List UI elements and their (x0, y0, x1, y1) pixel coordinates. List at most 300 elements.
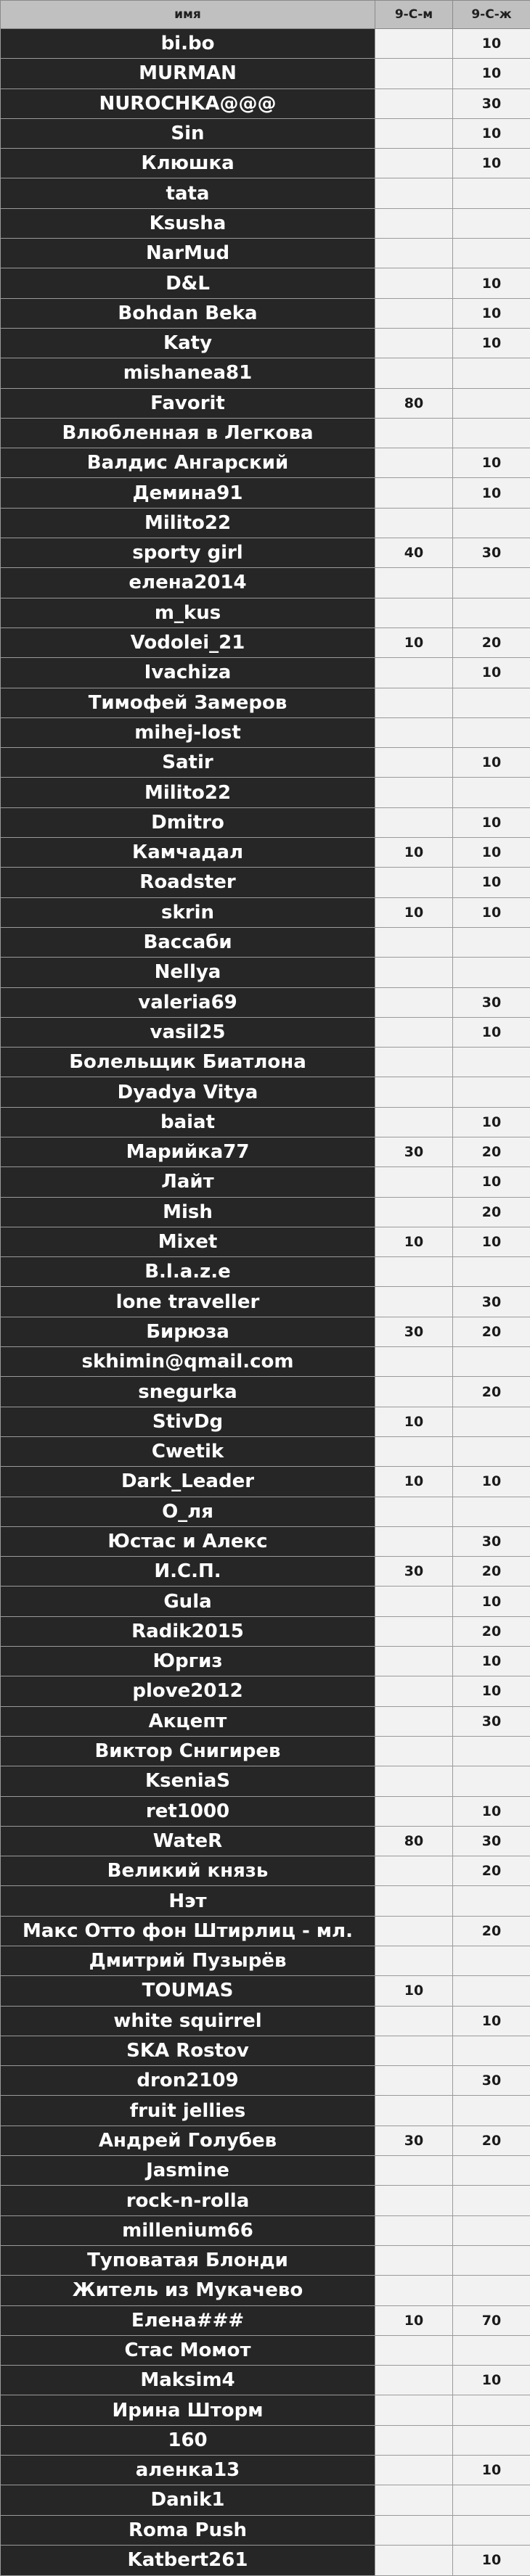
cell-name: Dark_Leader (1, 1467, 375, 1497)
table-row (1, 2305, 530, 2335)
cell-9-s-m (375, 239, 453, 268)
table-row (1, 538, 530, 568)
cell-name: Katy (1, 328, 375, 358)
cell-9-s-zh (453, 568, 530, 598)
cell-9-s-zh (453, 2036, 530, 2065)
cell-9-s-m (375, 2066, 453, 2096)
cell-9-s-zh: 10 (453, 2006, 530, 2036)
cell-name: Туповатая Блонди (1, 2245, 375, 2275)
table-row (1, 418, 530, 448)
cell-name: Dyadya Vitya (1, 1077, 375, 1107)
cell-9-s-m (375, 2395, 453, 2425)
cell-name: Лайт (1, 1167, 375, 1197)
cell-name: bi.bo (1, 29, 375, 59)
cell-9-s-zh: 70 (453, 2305, 530, 2335)
cell-9-s-m (375, 118, 453, 148)
cell-name: Валдис Ангарский (1, 448, 375, 478)
cell-name: MURMAN (1, 59, 375, 89)
cell-name: ret1000 (1, 1796, 375, 1826)
table-row (1, 2245, 530, 2275)
cell-9-s-zh (453, 2425, 530, 2455)
cell-9-s-zh: 10 (453, 59, 530, 89)
cell-9-s-m (375, 29, 453, 59)
cell-9-s-zh (453, 1946, 530, 1976)
cell-9-s-m: 10 (375, 838, 453, 868)
cell-name: Тимофей Замеров (1, 688, 375, 717)
cell-9-s-m: 30 (375, 2126, 453, 2155)
cell-9-s-zh: 30 (453, 89, 530, 118)
table-row (1, 508, 530, 538)
table-row (1, 2545, 530, 2575)
table-row (1, 1886, 530, 1916)
cell-name: TOUMAS (1, 1976, 375, 2006)
cell-name: Влюбленная в Легкова (1, 418, 375, 448)
table-row (1, 388, 530, 418)
cell-9-s-zh (453, 2395, 530, 2425)
cell-name: Mixet (1, 1227, 375, 1256)
cell-9-s-zh: 10 (453, 478, 530, 508)
table-row (1, 478, 530, 508)
cell-name: KseniaS (1, 1766, 375, 1796)
cell-9-s-m (375, 2425, 453, 2455)
cell-9-s-m (375, 358, 453, 388)
cell-9-s-m (375, 89, 453, 118)
table-row (1, 2276, 530, 2305)
cell-9-s-zh (453, 2515, 530, 2545)
cell-name: Дмитрий Пузырёв (1, 1946, 375, 1976)
cell-name: Cwetik (1, 1436, 375, 1466)
cell-9-s-m (375, 2276, 453, 2305)
cell-9-s-m (375, 1706, 453, 1736)
cell-9-s-zh: 10 (453, 328, 530, 358)
cell-9-s-m: 30 (375, 1317, 453, 1346)
cell-9-s-m (375, 688, 453, 717)
cell-name: Андрей Голубев (1, 2126, 375, 2155)
cell-name: white squirrel (1, 2006, 375, 2036)
cell-9-s-m (375, 717, 453, 747)
cell-9-s-zh: 10 (453, 1227, 530, 1256)
table-row (1, 717, 530, 747)
cell-9-s-m: 10 (375, 1227, 453, 1256)
cell-9-s-zh (453, 208, 530, 238)
cell-9-s-zh (453, 2186, 530, 2215)
cell-9-s-zh: 10 (453, 2545, 530, 2575)
table-row (1, 1736, 530, 1766)
cell-name: sporty girl (1, 538, 375, 568)
cell-name: Елена### (1, 2305, 375, 2335)
cell-9-s-zh: 10 (453, 1676, 530, 1706)
table-row (1, 1766, 530, 1796)
cell-9-s-m (375, 1347, 453, 1377)
table-row (1, 2006, 530, 2036)
table-row (1, 1916, 530, 1946)
cell-name: Болельщик Биатлона (1, 1048, 375, 1077)
cell-name: О_ля (1, 1497, 375, 1526)
cell-9-s-zh: 30 (453, 1706, 530, 1736)
cell-9-s-zh (453, 2276, 530, 2305)
table-row (1, 2156, 530, 2186)
cell-name: Ivachiza (1, 658, 375, 688)
cell-name: rock-n-rolla (1, 2186, 375, 2215)
table-row (1, 2425, 530, 2455)
cell-name: Нэт (1, 1886, 375, 1916)
cell-9-s-zh: 10 (453, 1017, 530, 1047)
table-row (1, 1167, 530, 1197)
table-row (1, 1497, 530, 1526)
table-row (1, 1557, 530, 1587)
cell-9-s-m (375, 1886, 453, 1916)
cell-9-s-zh (453, 418, 530, 448)
cell-9-s-zh: 10 (453, 1467, 530, 1497)
cell-name: Roadster (1, 868, 375, 897)
cell-name: Bohdan Beka (1, 298, 375, 328)
cell-9-s-m (375, 1916, 453, 1946)
table-row (1, 1257, 530, 1287)
cell-9-s-m (375, 748, 453, 778)
table-row (1, 627, 530, 657)
cell-9-s-zh (453, 927, 530, 957)
cell-9-s-m (375, 868, 453, 897)
table-row (1, 2126, 530, 2155)
cell-9-s-m (375, 2366, 453, 2395)
table-row (1, 29, 530, 59)
cell-9-s-m: 80 (375, 388, 453, 418)
cell-9-s-zh (453, 1736, 530, 1766)
cell-9-s-m (375, 2156, 453, 2186)
cell-9-s-zh (453, 688, 530, 717)
cell-9-s-m (375, 448, 453, 478)
cell-name: valeria69 (1, 987, 375, 1017)
table-row (1, 868, 530, 897)
cell-9-s-zh (453, 178, 530, 208)
cell-9-s-zh: 10 (453, 658, 530, 688)
cell-9-s-m (375, 268, 453, 298)
table-row (1, 178, 530, 208)
header-row (1, 1, 530, 29)
cell-9-s-zh: 10 (453, 748, 530, 778)
cell-9-s-zh: 20 (453, 2126, 530, 2155)
cell-9-s-m: 10 (375, 627, 453, 657)
cell-9-s-zh (453, 1976, 530, 2006)
table-row (1, 1706, 530, 1736)
cell-9-s-m (375, 1048, 453, 1077)
cell-9-s-zh (453, 1886, 530, 1916)
cell-name: Вассаби (1, 927, 375, 957)
cell-name: Favorit (1, 388, 375, 418)
cell-name: Ksusha (1, 208, 375, 238)
cell-name: Демина91 (1, 478, 375, 508)
table-row (1, 2066, 530, 2096)
cell-9-s-zh: 10 (453, 838, 530, 868)
cell-9-s-zh (453, 778, 530, 807)
table-row (1, 807, 530, 837)
cell-name: Katbert261 (1, 2545, 375, 2575)
header-name: имя (1, 1, 375, 29)
table-row (1, 658, 530, 688)
cell-9-s-m: 30 (375, 1557, 453, 1587)
cell-9-s-zh: 10 (453, 2456, 530, 2485)
cell-9-s-zh (453, 1497, 530, 1526)
cell-name: Марийка77 (1, 1137, 375, 1166)
cell-9-s-zh: 20 (453, 1856, 530, 1886)
cell-9-s-zh: 20 (453, 1197, 530, 1227)
table-row (1, 1197, 530, 1227)
table-row (1, 2485, 530, 2515)
cell-9-s-m (375, 1287, 453, 1317)
cell-9-s-m (375, 328, 453, 358)
cell-9-s-zh: 10 (453, 29, 530, 59)
cell-9-s-m (375, 1197, 453, 1227)
cell-name: fruit jellies (1, 2096, 375, 2126)
table-row (1, 1436, 530, 1466)
cell-9-s-m (375, 178, 453, 208)
table-row (1, 1587, 530, 1616)
cell-9-s-m (375, 987, 453, 1017)
cell-9-s-zh: 30 (453, 987, 530, 1017)
cell-9-s-zh: 10 (453, 118, 530, 148)
table-row (1, 838, 530, 868)
cell-9-s-zh (453, 1766, 530, 1796)
cell-9-s-zh: 10 (453, 149, 530, 178)
cell-9-s-zh (453, 958, 530, 987)
cell-name: Акцепт (1, 1706, 375, 1736)
cell-name: Ирина Шторм (1, 2395, 375, 2425)
table-row (1, 1407, 530, 1436)
table-row (1, 2096, 530, 2126)
table-row (1, 1526, 530, 1556)
table-row (1, 2515, 530, 2545)
cell-9-s-m (375, 478, 453, 508)
table-row (1, 208, 530, 238)
table-row (1, 897, 530, 927)
table-row (1, 2186, 530, 2215)
table-row (1, 1676, 530, 1706)
cell-9-s-zh (453, 239, 530, 268)
cell-9-s-zh: 20 (453, 1616, 530, 1646)
cell-9-s-m (375, 927, 453, 957)
table-row (1, 748, 530, 778)
cell-name: Satir (1, 748, 375, 778)
cell-9-s-m (375, 807, 453, 837)
cell-9-s-m (375, 1497, 453, 1526)
table-row (1, 2366, 530, 2395)
cell-name: Radik2015 (1, 1616, 375, 1646)
table-row (1, 268, 530, 298)
cell-name: vasil25 (1, 1017, 375, 1047)
cell-9-s-m (375, 1796, 453, 1826)
cell-name: dron2109 (1, 2066, 375, 2096)
cell-name: Великий князь (1, 1856, 375, 1886)
cell-9-s-m (375, 958, 453, 987)
cell-9-s-zh: 10 (453, 2366, 530, 2395)
table-row (1, 927, 530, 957)
table-row (1, 1107, 530, 1137)
cell-name: Макс Отто фон Штирлиц - мл. (1, 1916, 375, 1946)
cell-9-s-m (375, 418, 453, 448)
cell-9-s-m (375, 2006, 453, 2036)
cell-name: Milito22 (1, 508, 375, 538)
cell-name: Стас Момот (1, 2335, 375, 2365)
cell-9-s-m (375, 1377, 453, 1407)
cell-9-s-m (375, 59, 453, 89)
cell-name: Камчадал (1, 838, 375, 868)
cell-9-s-m (375, 1077, 453, 1107)
cell-9-s-zh: 10 (453, 1796, 530, 1826)
cell-name: baiat (1, 1107, 375, 1137)
cell-name: D&L (1, 268, 375, 298)
table-row (1, 958, 530, 987)
table-row (1, 448, 530, 478)
cell-9-s-m (375, 1647, 453, 1676)
header-9-s-m: 9-С-м (375, 1, 453, 29)
cell-9-s-m: 10 (375, 1467, 453, 1497)
cell-name: Бирюза (1, 1317, 375, 1346)
cell-name: аленка13 (1, 2456, 375, 2485)
cell-9-s-zh (453, 2335, 530, 2365)
cell-9-s-m (375, 2215, 453, 2245)
cell-9-s-zh (453, 2485, 530, 2515)
cell-name: snegurka (1, 1377, 375, 1407)
cell-9-s-zh (453, 2215, 530, 2245)
cell-name: millenium66 (1, 2215, 375, 2245)
cell-name: Dmitro (1, 807, 375, 837)
cell-9-s-m: 10 (375, 897, 453, 927)
table-row (1, 1616, 530, 1646)
table-row (1, 1017, 530, 1047)
cell-9-s-zh: 30 (453, 1287, 530, 1317)
cell-9-s-zh (453, 508, 530, 538)
cell-9-s-m: 10 (375, 2305, 453, 2335)
cell-9-s-zh: 30 (453, 2066, 530, 2096)
cell-9-s-zh (453, 1436, 530, 1466)
cell-9-s-zh: 10 (453, 897, 530, 927)
table-row (1, 1077, 530, 1107)
cell-name: mihej-lost (1, 717, 375, 747)
cell-9-s-m (375, 1436, 453, 1466)
cell-name: 160 (1, 2425, 375, 2455)
table-row (1, 1287, 530, 1317)
cell-9-s-zh (453, 358, 530, 388)
cell-9-s-m: 40 (375, 538, 453, 568)
cell-9-s-m (375, 2335, 453, 2365)
cell-9-s-m (375, 1946, 453, 1976)
cell-name: WateR (1, 1826, 375, 1856)
table-row (1, 1227, 530, 1256)
table-row (1, 1347, 530, 1377)
cell-name: skhimin@qmail.com (1, 1347, 375, 1377)
table-row (1, 1976, 530, 2006)
cell-name: Mish (1, 1197, 375, 1227)
table-row (1, 239, 530, 268)
cell-9-s-zh: 30 (453, 538, 530, 568)
cell-name: SKA Rostov (1, 2036, 375, 2065)
cell-name: lone traveller (1, 1287, 375, 1317)
cell-name: И.С.П. (1, 1557, 375, 1587)
cell-name: NUROCHKA@@@ (1, 89, 375, 118)
table-row (1, 298, 530, 328)
cell-9-s-zh (453, 1407, 530, 1436)
table-row (1, 2335, 530, 2365)
table-row (1, 89, 530, 118)
table-row (1, 149, 530, 178)
cell-name: tata (1, 178, 375, 208)
cell-9-s-zh: 10 (453, 1587, 530, 1616)
cell-9-s-zh: 10 (453, 268, 530, 298)
table-row (1, 358, 530, 388)
header-9-s-zh: 9-С-ж (453, 1, 530, 29)
table-row (1, 59, 530, 89)
cell-9-s-zh (453, 2245, 530, 2275)
cell-9-s-m (375, 149, 453, 178)
cell-9-s-m (375, 1856, 453, 1886)
cell-name: skrin (1, 897, 375, 927)
cell-9-s-m (375, 568, 453, 598)
cell-name: елена2014 (1, 568, 375, 598)
table-row (1, 2456, 530, 2485)
table-row (1, 1946, 530, 1976)
cell-9-s-m (375, 298, 453, 328)
cell-9-s-m (375, 2245, 453, 2275)
cell-9-s-m (375, 1257, 453, 1287)
cell-name: Житель из Мукачево (1, 2276, 375, 2305)
cell-name: NarMud (1, 239, 375, 268)
cell-9-s-zh: 20 (453, 627, 530, 657)
table-row (1, 778, 530, 807)
cell-9-s-m: 10 (375, 1407, 453, 1436)
table-row (1, 1317, 530, 1346)
cell-9-s-m (375, 1736, 453, 1766)
table-body (1, 29, 530, 2576)
cell-name: B.l.a.z.e (1, 1257, 375, 1287)
cell-name: Клюшка (1, 149, 375, 178)
cell-9-s-zh: 10 (453, 1167, 530, 1197)
cell-9-s-m (375, 1676, 453, 1706)
cell-name: Danik1 (1, 2485, 375, 2515)
cell-9-s-zh (453, 2156, 530, 2186)
cell-9-s-zh: 20 (453, 1377, 530, 1407)
cell-name: StivDg (1, 1407, 375, 1436)
cell-name: Vodolei_21 (1, 627, 375, 657)
cell-9-s-zh: 10 (453, 1107, 530, 1137)
cell-name: Maksim4 (1, 2366, 375, 2395)
cell-9-s-m (375, 2515, 453, 2545)
cell-name: m_kus (1, 598, 375, 627)
cell-9-s-zh (453, 1257, 530, 1287)
cell-name: Roma Push (1, 2515, 375, 2545)
cell-9-s-m (375, 1017, 453, 1047)
table-row (1, 1137, 530, 1166)
cell-name: Виктор Снигирев (1, 1736, 375, 1766)
cell-9-s-zh: 20 (453, 1317, 530, 1346)
table-row (1, 328, 530, 358)
table-row (1, 1377, 530, 1407)
cell-9-s-zh: 30 (453, 1526, 530, 1556)
cell-9-s-m (375, 208, 453, 238)
cell-9-s-zh: 20 (453, 1916, 530, 1946)
cell-9-s-m (375, 658, 453, 688)
table-row (1, 568, 530, 598)
cell-name: mishanea81 (1, 358, 375, 388)
cell-name: Gula (1, 1587, 375, 1616)
cell-9-s-m (375, 2186, 453, 2215)
cell-name: Jasmine (1, 2156, 375, 2186)
cell-9-s-zh: 20 (453, 1557, 530, 1587)
table-row (1, 118, 530, 148)
cell-9-s-zh: 20 (453, 1137, 530, 1166)
cell-9-s-m (375, 1766, 453, 1796)
cell-9-s-zh (453, 2096, 530, 2126)
table-row (1, 2036, 530, 2065)
